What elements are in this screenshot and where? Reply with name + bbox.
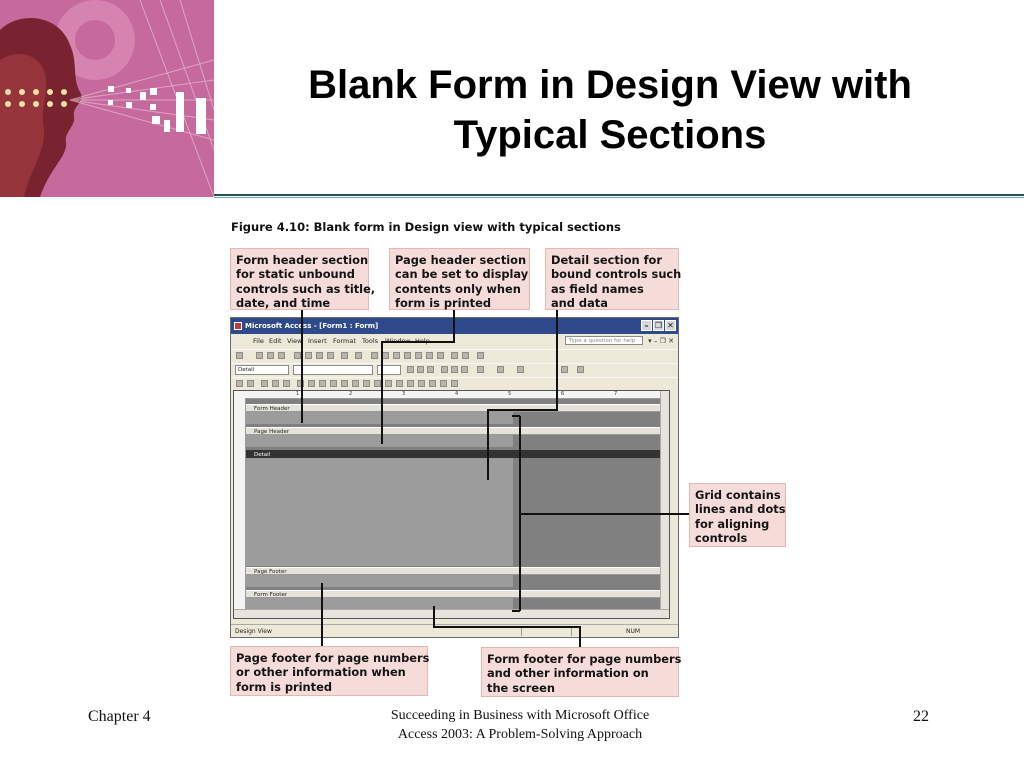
title-divider-accent bbox=[214, 197, 1024, 198]
slide-title-line-1: Blank Form in Design View with bbox=[308, 63, 912, 107]
menu-window[interactable]: Window bbox=[385, 337, 411, 345]
line-icon[interactable] bbox=[429, 380, 436, 387]
status-bar bbox=[231, 624, 678, 638]
form-header-grid[interactable] bbox=[246, 412, 513, 424]
paste-icon[interactable] bbox=[316, 352, 323, 359]
option-button-icon[interactable] bbox=[308, 380, 315, 387]
status-num-lock: NUM bbox=[626, 628, 641, 635]
help-search-input[interactable]: Type a question for help bbox=[565, 336, 643, 345]
callout-line: bound controls such bbox=[551, 267, 682, 282]
face-silhouette-graphic bbox=[0, 0, 214, 197]
control-wizards-icon[interactable] bbox=[247, 380, 254, 387]
italic-icon[interactable] bbox=[417, 366, 424, 373]
callout-form-header bbox=[230, 248, 376, 310]
section-label: Page Footer bbox=[254, 569, 287, 575]
section-label: Form Footer bbox=[254, 592, 288, 598]
combo-box-icon[interactable] bbox=[330, 380, 337, 387]
callout-line: the screen bbox=[487, 680, 555, 695]
callout-page-footer bbox=[230, 646, 428, 696]
search-icon[interactable] bbox=[267, 352, 274, 359]
access-window bbox=[230, 317, 679, 638]
minimize-icon[interactable]: – bbox=[641, 320, 652, 331]
code-icon[interactable] bbox=[415, 352, 422, 359]
callout-line: as field names bbox=[551, 281, 644, 296]
callout-line: for static unbound bbox=[236, 267, 355, 282]
callout-grid bbox=[689, 483, 786, 547]
horizontal-scrollbar[interactable] bbox=[234, 609, 670, 618]
callout-line: Page header section bbox=[395, 253, 527, 267]
page-footer-grid[interactable] bbox=[246, 575, 513, 587]
callout-line: date, and time bbox=[236, 295, 331, 310]
callout-line: form is printed bbox=[236, 679, 332, 694]
window-title: Microsoft Access - [Form1 : Form] bbox=[245, 322, 379, 330]
cut-icon[interactable] bbox=[294, 352, 301, 359]
title-divider bbox=[214, 194, 1024, 196]
toolbox-icon[interactable] bbox=[393, 352, 400, 359]
undo-icon[interactable] bbox=[341, 352, 348, 359]
ruler-mark: 1 bbox=[296, 391, 300, 397]
access-app-icon bbox=[234, 322, 242, 330]
line-color-icon[interactable] bbox=[517, 366, 524, 373]
page-footer-bar[interactable] bbox=[246, 567, 661, 575]
callout-line: Form header section bbox=[236, 253, 369, 267]
callout-line: can be set to display bbox=[395, 267, 529, 282]
detail-bar[interactable] bbox=[246, 450, 661, 458]
underline-icon[interactable] bbox=[427, 366, 434, 373]
callout-line: contents only when bbox=[395, 281, 521, 296]
formatting-toolbar bbox=[231, 363, 678, 377]
vertical-ruler bbox=[234, 398, 246, 619]
slide-title-line-2: Typical Sections bbox=[453, 113, 767, 157]
fill-color-icon[interactable] bbox=[477, 366, 484, 373]
field-list-icon[interactable] bbox=[382, 352, 389, 359]
restore-icon[interactable]: ❐ bbox=[654, 321, 663, 330]
figure-caption: Figure 4.10: Blank form in Design view with typical sections bbox=[231, 220, 621, 234]
callout-line: Detail section for bbox=[551, 253, 662, 267]
menu-bar bbox=[231, 334, 678, 348]
format-painter-icon[interactable] bbox=[327, 352, 334, 359]
callout-detail bbox=[545, 248, 682, 310]
print-icon[interactable] bbox=[278, 352, 285, 359]
section-label: Form Header bbox=[254, 406, 290, 412]
footer-course-title bbox=[320, 706, 720, 744]
callout-line: controls such as title, bbox=[236, 281, 376, 296]
form-header-bar[interactable] bbox=[246, 404, 661, 412]
callout-line: and other information on bbox=[487, 666, 649, 681]
help-icon[interactable] bbox=[477, 352, 484, 359]
properties-icon[interactable] bbox=[426, 352, 433, 359]
form-footer-bar[interactable] bbox=[246, 590, 661, 598]
callout-line: controls bbox=[695, 530, 748, 545]
document-controls[interactable]: ▾ – ❐ ✕ bbox=[648, 337, 674, 345]
autoformat-icon[interactable] bbox=[404, 352, 411, 359]
new-object-icon[interactable] bbox=[462, 352, 469, 359]
object-select[interactable]: Detail bbox=[235, 365, 289, 375]
check-box-icon[interactable] bbox=[319, 380, 326, 387]
menu-format[interactable]: Format bbox=[333, 337, 356, 345]
footer-course-line-2: Access 2003: A Problem-Solving Approach bbox=[397, 727, 643, 742]
callout-page-header bbox=[389, 248, 530, 310]
form-design-toolbar bbox=[231, 349, 678, 363]
section-label: Detail bbox=[254, 452, 271, 458]
section-label: Page Header bbox=[254, 429, 290, 435]
decorative-banner bbox=[0, 0, 214, 197]
detail-grid[interactable] bbox=[246, 458, 513, 566]
align-left-icon[interactable] bbox=[441, 366, 448, 373]
build-icon[interactable] bbox=[437, 352, 444, 359]
status-view-mode: Design View bbox=[235, 628, 272, 635]
menu-insert[interactable]: Insert bbox=[308, 337, 327, 345]
chapter-label: Chapter 4 bbox=[88, 708, 151, 725]
hyperlink-icon[interactable] bbox=[371, 352, 378, 359]
callout-line: Page footer for page numbers bbox=[236, 651, 430, 665]
bound-frame-icon[interactable] bbox=[385, 380, 392, 387]
callout-line: lines and dots bbox=[695, 502, 786, 517]
horizontal-ruler bbox=[234, 391, 670, 399]
page-header-bar[interactable] bbox=[246, 427, 661, 435]
callout-line: Form footer for page numbers bbox=[487, 652, 682, 666]
align-center-icon[interactable] bbox=[451, 366, 458, 373]
image-icon[interactable] bbox=[363, 380, 370, 387]
close-icon[interactable]: ✕ bbox=[665, 320, 676, 331]
footer-course-line-1: Succeeding in Business with Microsoft Office bbox=[390, 708, 650, 723]
ruler-mark: 3 bbox=[402, 391, 406, 397]
menu-file[interactable]: File bbox=[253, 337, 264, 345]
database-window-icon[interactable] bbox=[451, 352, 458, 359]
view-icon[interactable] bbox=[236, 352, 243, 359]
font-color-icon[interactable] bbox=[497, 366, 504, 373]
option-group-icon[interactable] bbox=[283, 380, 290, 387]
slide-title bbox=[230, 60, 990, 160]
subform-icon[interactable] bbox=[418, 380, 425, 387]
page-number: 22 bbox=[913, 708, 929, 725]
menu-view[interactable]: View bbox=[287, 337, 303, 345]
callout-line: form is printed bbox=[395, 295, 491, 310]
font-name-select[interactable] bbox=[293, 365, 373, 375]
text-box-icon[interactable] bbox=[272, 380, 279, 387]
copy-icon[interactable] bbox=[305, 352, 312, 359]
vertical-scrollbar[interactable] bbox=[660, 391, 669, 619]
tab-control-icon[interactable] bbox=[407, 380, 414, 387]
label-icon[interactable] bbox=[261, 380, 268, 387]
status-cell bbox=[521, 627, 572, 636]
callout-line: and data bbox=[551, 295, 608, 310]
callout-form-footer bbox=[481, 647, 682, 697]
page-header-grid[interactable] bbox=[246, 435, 513, 447]
ruler-mark: 2 bbox=[349, 391, 353, 397]
title-bar bbox=[231, 318, 678, 334]
align-right-icon[interactable] bbox=[461, 366, 468, 373]
callout-line: Grid contains bbox=[695, 488, 781, 502]
font-size-select[interactable] bbox=[377, 365, 401, 375]
ruler-mark: 7 bbox=[614, 391, 618, 397]
save-icon[interactable] bbox=[256, 352, 263, 359]
menu-tools[interactable]: Tools bbox=[362, 337, 379, 345]
unbound-frame-icon[interactable] bbox=[374, 380, 381, 387]
ruler-mark: 6 bbox=[561, 391, 565, 397]
ruler-mark: 5 bbox=[508, 391, 512, 397]
menu-help[interactable]: Help bbox=[415, 337, 430, 345]
more-controls-icon[interactable] bbox=[451, 380, 458, 387]
redo-icon[interactable] bbox=[355, 352, 362, 359]
toggle-button-icon[interactable] bbox=[297, 380, 304, 387]
status-cell bbox=[571, 627, 622, 636]
command-button-icon[interactable] bbox=[352, 380, 359, 387]
line-width-icon[interactable] bbox=[561, 366, 568, 373]
form-designer bbox=[233, 390, 670, 619]
rectangle-icon[interactable] bbox=[440, 380, 447, 387]
bold-icon[interactable] bbox=[407, 366, 414, 373]
list-box-icon[interactable] bbox=[341, 380, 348, 387]
page-break-icon[interactable] bbox=[396, 380, 403, 387]
callout-line: or other information when bbox=[236, 665, 406, 680]
ruler-mark: 4 bbox=[455, 391, 459, 397]
toolbox-toolbar bbox=[231, 377, 678, 391]
menu-edit[interactable]: Edit bbox=[269, 337, 282, 345]
callout-line: for aligning bbox=[695, 516, 770, 531]
special-effect-icon[interactable] bbox=[577, 366, 584, 373]
select-objects-icon[interactable] bbox=[236, 380, 243, 387]
